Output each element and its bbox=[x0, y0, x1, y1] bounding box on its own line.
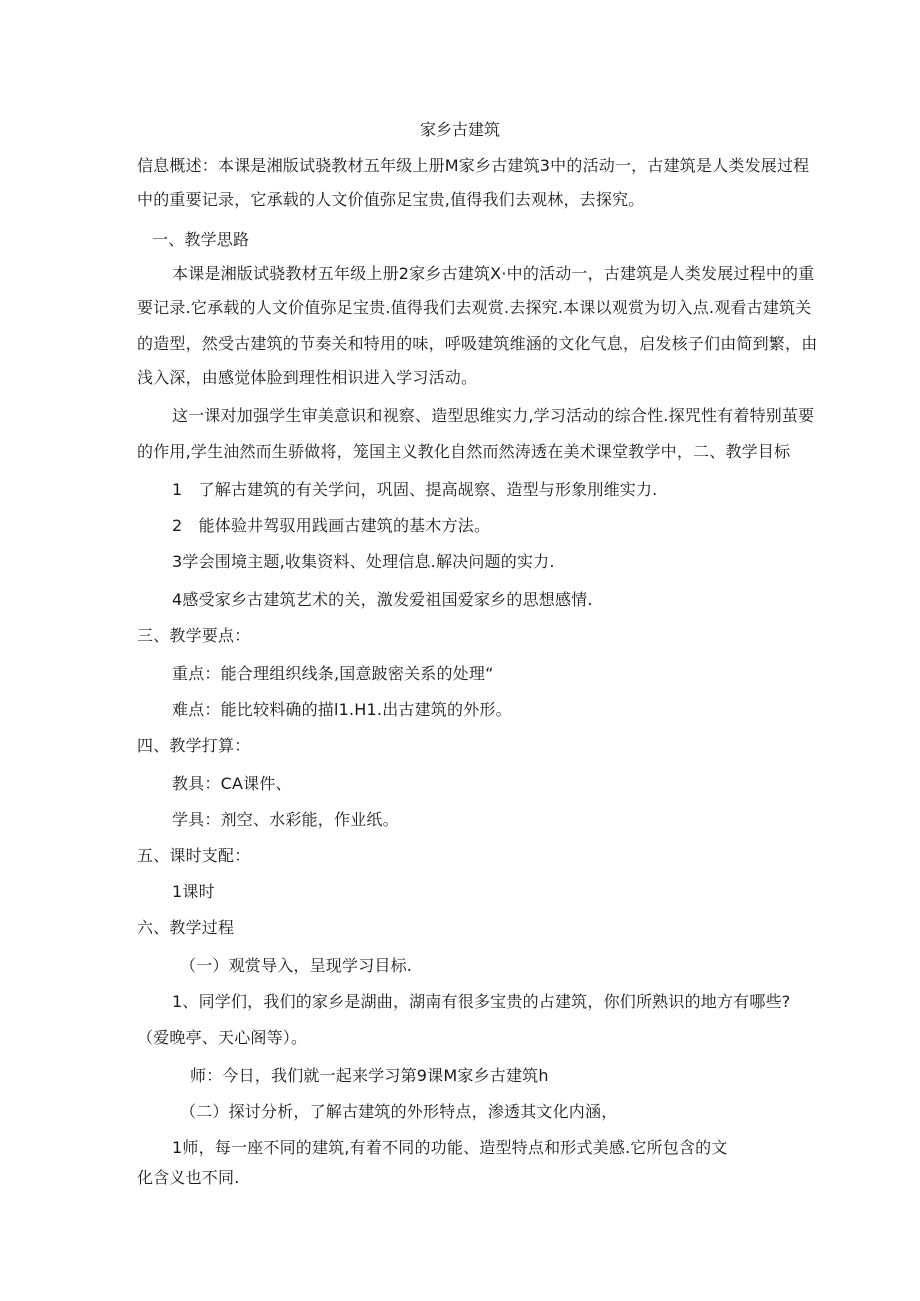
section-heading-key-points: 三、教学要点： bbox=[137, 626, 251, 645]
goal-item-1: 1 了解古建筑的有关学问，巩固、提高觇察、造型与形象刖维实力. bbox=[172, 480, 658, 499]
difficulty-text: 难点：能比较料确的描l1.H1.出古建筑的外形。 bbox=[172, 700, 512, 719]
process-step-1: （一）观赏导入，呈现学习目标. bbox=[180, 956, 413, 975]
process-question-1: 1、同学们，我们的家乡是湖曲，湖南有很多宝贵的占建筑，你们所熟识的地方有哪些? bbox=[172, 992, 791, 1011]
section-heading-process: 六、教学过程 bbox=[137, 918, 235, 937]
key-point-text: 重点：能合理组织线条,国意跛密关系的处理“ bbox=[172, 664, 494, 683]
approach-para1-line-2: 要记录.它承载的人文价值弥足宝贵.值得我们去观赏.去探究.本课以观赏为切入点.观看古建筑关 bbox=[137, 298, 812, 317]
process-point-1-line-1: 1师，每一座不同的建筑,有着不同的功能、造型特点和形式美感.它所包含的文 bbox=[172, 1138, 728, 1157]
approach-para1-line-4: 浅入深，由感觉体脸到理性相识进入学习活动。 bbox=[137, 368, 478, 387]
process-question-1-answer: （爱晚亭、天心阁等）。 bbox=[137, 1028, 308, 1047]
approach-para2-line-2: 的作用,学生油然而生骄做将，笼国主义教化自然而然涛透在美术课堂教学中，二、教学目标 bbox=[137, 442, 791, 461]
class-hours-text: 1课时 bbox=[172, 882, 215, 901]
section-heading-preparation: 四、教学打算： bbox=[137, 736, 251, 755]
overview-line-1: 信息概述：本课是湘版试骁教材五年级上册M家乡古建筑3中的活动一，古建筑是人类发展过程 bbox=[137, 156, 810, 175]
approach-para1-line-1: 本课是湘版试骁教材五年级上册2家乡古建筑X·中的活动一，古建筑是人类发展过程中的重 bbox=[172, 264, 815, 283]
approach-para1-line-3: 的造型，然受古建筑的节奏关和特用的味，呼吸建筑维涵的文化气息，启发核子们由简到繁，由 bbox=[137, 334, 818, 353]
goal-item-4: 4感受家乡古建筑艺术的关，激发爱祖国爱家乡的思想感情. bbox=[172, 590, 593, 609]
process-step-2: （二）探讨分析，了解古建筑的外形特点，渗透其文化内涵， bbox=[180, 1102, 618, 1121]
approach-para2-line-1: 这一课对加强学生审美意识和视察、造型思维实力,学习活动的综合性.探咒性有着特别茧要 bbox=[172, 406, 815, 425]
goal-item-2: 2 能体验井驾驭用践画古建筑的基木方法。 bbox=[172, 516, 491, 535]
teacher-tools-text: 教具：CA课件、 bbox=[172, 774, 292, 793]
process-point-1-line-2: 化含义也不同. bbox=[137, 1168, 240, 1187]
section-heading-teaching-approach: 一、教学思路 bbox=[152, 230, 250, 249]
document-title: 家乡古建筑 bbox=[419, 120, 500, 139]
goal-item-3: 3学会围境主题,收集资料、处理信息.解决问题的实力. bbox=[172, 552, 555, 571]
overview-line-2: 中的重要记录，它承载的人文价值弥足宝贵,值得我们去观林，去探究。 bbox=[137, 190, 645, 209]
teacher-line: 师：今日，我们就一起来学习第9课M家乡古建筑h bbox=[190, 1066, 549, 1085]
student-tools-text: 学具：剂空、水彩能，作业纸。 bbox=[172, 810, 399, 829]
section-heading-schedule: 五、课时支配： bbox=[137, 846, 251, 865]
